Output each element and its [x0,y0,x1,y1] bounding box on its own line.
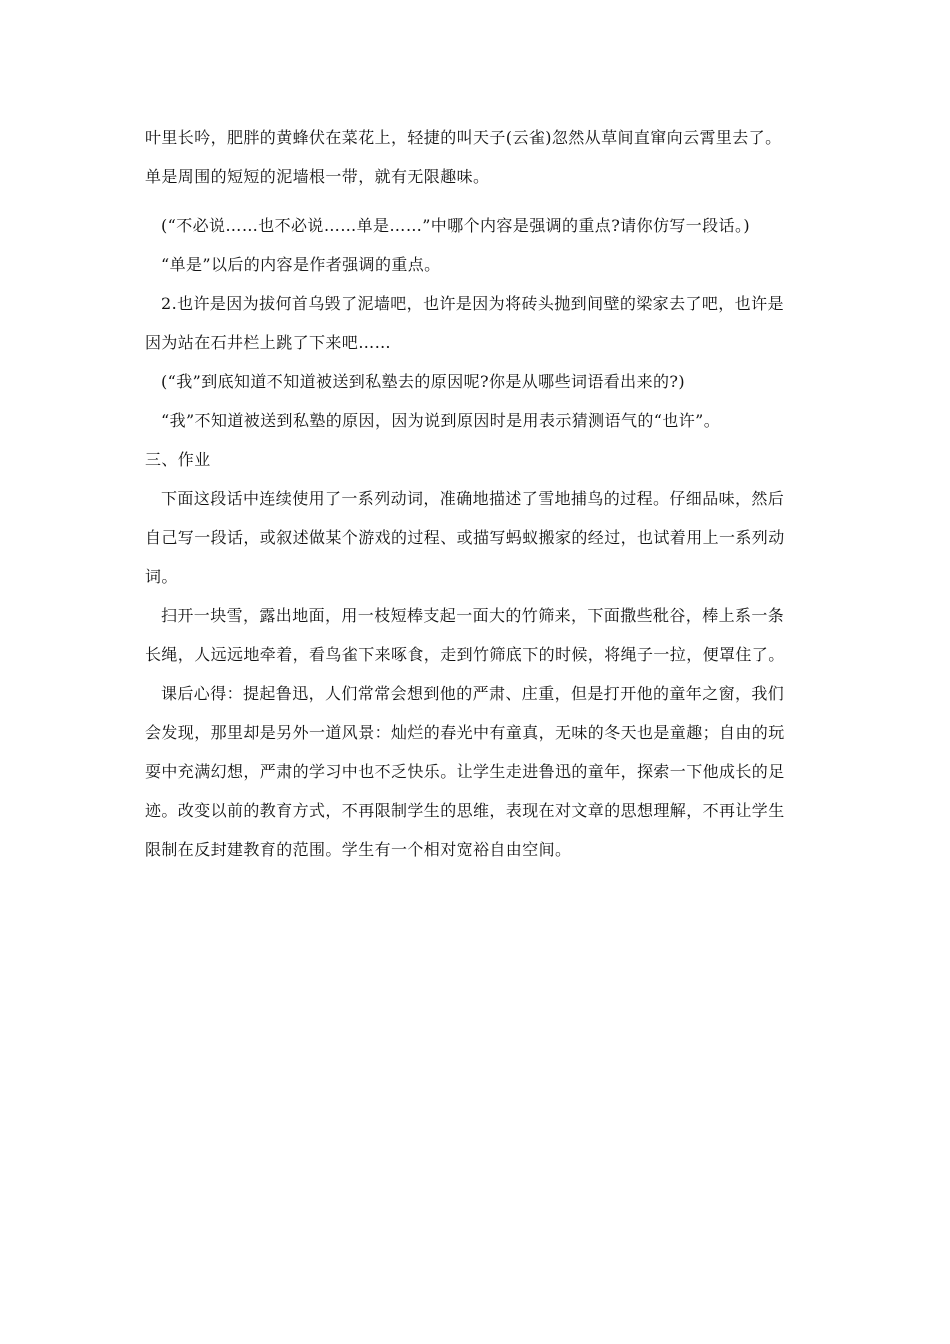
text-line: 下面这段话中连续使用了一系列动词，准确地描述了雪地捕鸟的过程。仔细品味，然后 [161,489,785,508]
text-line: 2.也许是因为拔何首乌毁了泥墙吧，也许是因为将砖头抛到间壁的梁家去了吧，也许是 [161,294,784,313]
question-line: (“我”到底知道不知道被送到私塾去的原因呢?你是从哪些词语看出来的?) [161,372,686,391]
text-line: 叶里长吟，肥胖的黄蜂伏在菜花上，轻捷的叫天子(云雀)忽然从草间直窜向云霄里去了。 [145,128,782,147]
answer-line: “单是”以后的内容是作者强调的重点。 [161,255,441,274]
reflection-line: 会发现，那里却是另外一道风景：灿烂的春光中有童真，无味的冬天也是童趣；自由的玩 [145,723,785,742]
text-line: 自己写一段话，或叙述做某个游戏的过程、或描写蚂蚁搬家的经过，也试着用上一系列动 [145,528,785,547]
text-line: 因为站在石井栏上跳了下来吧…… [145,333,392,352]
text-line: 单是周围的短短的泥墙根一带，就有无限趣味。 [145,167,490,186]
text-line: 扫开一块雪，露出地面，用一枝短棒支起一面大的竹筛来，下面撒些秕谷，棒上系一条 [161,606,785,625]
reflection-line: 迹。改变以前的教育方式，不再限制学生的思维，表现在对文章的思想理解，不再让学生 [145,801,785,820]
section-heading: 三、作业 [145,450,211,469]
reflection-line: 课后心得：提起鲁迅，人们常常会想到他的严肃、庄重，但是打开他的童年之窗，我们 [161,684,785,703]
text-line: 长绳，人远远地牵着，看鸟雀下来啄食，走到竹筛底下的时候，将绳子一拉，便罩住了。 [145,645,785,664]
question-line: (“不必说……也不必说……单是……”中哪个内容是强调的重点?请你仿写一段话。) [161,216,751,235]
answer-line: “我”不知道被送到私塾的原因，因为说到原因时是用表示猜测语气的“也许”。 [161,411,721,430]
document-body [145,118,810,869]
reflection-line: 耍中充满幻想，严肃的学习中也不乏快乐。让学生走进鲁迅的童年，探索一下他成长的足 [145,762,785,781]
text-line: 词。 [145,567,178,586]
reflection-line: 限制在反封建教育的范围。学生有一个相对宽裕自由空间。 [145,840,572,859]
